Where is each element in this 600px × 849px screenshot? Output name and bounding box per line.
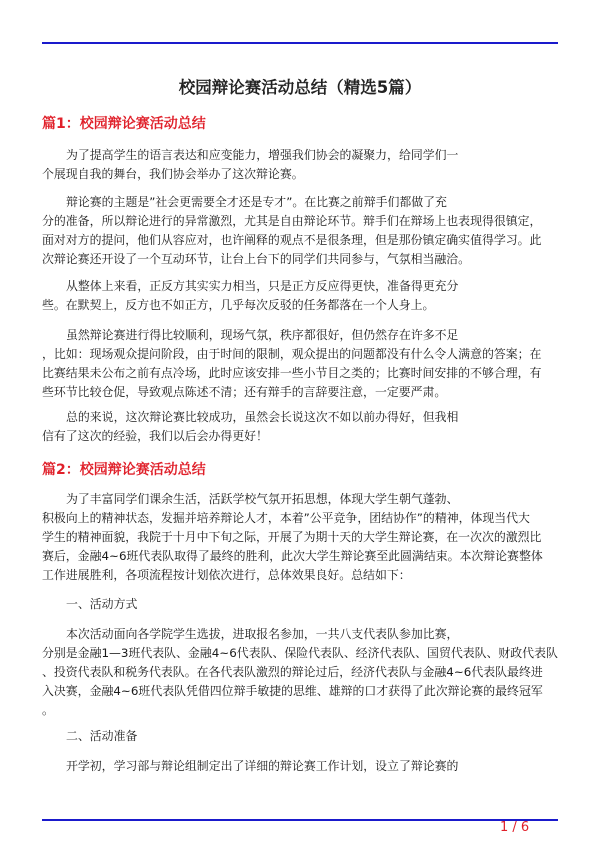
text-line: 面对对方的提问，他们从容应对，也许阐释的观点不是很条理，但是那份镇定确实值得学习。此 [42,233,542,247]
text-line: 学生的精神面貌，我院于十月中下旬之际，开展了为期十天的大学生辩论赛，在一次次的激烈比 [42,530,542,544]
text-line: 积极向上的精神状态，发掘并培养辩论人才，本着”公平竞争，团结协作”的精神，体现当代大 [42,511,530,525]
header-rule [42,42,558,44]
page-number: 1 / 6 [500,820,530,835]
section-heading: 篇2：校园辩论赛活动总结 [42,462,206,478]
subheading [42,595,558,614]
text-line: 个展现自我的舞台，我们协会举办了这次辩论赛。 [42,167,304,181]
text-line: 本次活动面向各学院学生选拔，进取报名参加，一共八支代表队参加比赛， [66,627,459,641]
text-line: ，比如：现场观众提问阶段，由于时间的限制，观众提出的问题都没有什么令人满意的答案；在 [42,347,542,361]
text-line: 总的来说，这次辩论赛比较成功，虽然会长说这次不如以前办得好，但我相 [66,410,459,424]
paragraph [42,625,558,720]
document-title: 校园辩论赛活动总结（精选5篇） [178,78,422,97]
text-line: 分的准备，所以辩论进行的异常激烈，尤其是自由辩论环节。辩手们在辩场上也表现得很镇定， [42,214,542,228]
paragraph [42,757,558,776]
text-line: 、投资代表队和税务代表队。在各代表队激烈的辩论过后，经济代表队与金融4~6代表队最终进 [42,665,543,679]
text-line: 分别是金融1—3班代表队、金融4~6代表队、保险代表队、经济代表队、国贸代表队、财政代表队 [42,646,558,660]
text-line: 为了丰富同学们课余生活，活跃学校气氛开拓思想，体现大学生朝气蓬勃、 [66,492,459,506]
paragraph [42,193,558,269]
text-line: 开学初，学习部与辩论组制定出了详细的辩论赛工作计划，设立了辩论赛的 [66,759,459,773]
paragraph [42,326,558,402]
text-line: 信有了这次的经验，我们以后会办得更好！ [42,429,268,443]
text-line: 赛后，金融4~6班代表队取得了最终的胜利，此次大学生辩论赛至此圆满结束。本次辩论赛整体 [42,549,543,563]
paragraph [42,277,558,315]
paragraph [42,490,558,585]
paragraph [42,408,558,446]
text-line: 二、活动准备 [66,729,138,743]
text-line: 比赛结果未公布之前有点冷场，此时应该安排一些小节目之类的；比赛时间安排的不够合理，有 [42,366,542,380]
section-heading: 篇1：校园辩论赛活动总结 [42,116,206,132]
text-line: 一、活动方式 [66,597,138,611]
text-line: 为了提高学生的语言表达和应变能力，增强我们协会的凝聚力，给同学们一 [66,148,459,162]
paragraph [42,146,558,184]
text-line: 些环节比较仓促，导致观点陈述不清；还有辩手的言辞要注意，一定要严肃。 [42,385,447,399]
text-line: 些。在默契上，反方也不如正方，几乎每次反驳的任务都落在一个人身上。 [42,298,435,312]
text-line: 工作进展胜利，各项流程按计划依次进行，总体效果良好。总结如下： [42,568,411,582]
text-line: 次辩论赛还开设了一个互动环节，让台上台下的同学们共同参与，气氛相当融洽。 [42,252,471,266]
text-line: 辩论赛的主题是”社会更需要全才还是专才”。在比赛之前辩手们都做了充 [66,195,447,209]
subheading [42,727,558,746]
footer-rule [42,819,558,821]
text-line: 。 [42,703,54,717]
text-line: 入决赛，金融4~6班代表队凭借四位辩手敏捷的思维、雄辩的口才获得了此次辩论赛的最终冠军 [42,684,543,698]
text-line: 虽然辩论赛进行得比较顺利，现场气氛，秩序都很好，但仍然存在许多不足 [66,328,459,342]
text-line: 从整体上来看，正反方其实实力相当，只是正方反应得更快，准备得更充分 [66,279,459,293]
